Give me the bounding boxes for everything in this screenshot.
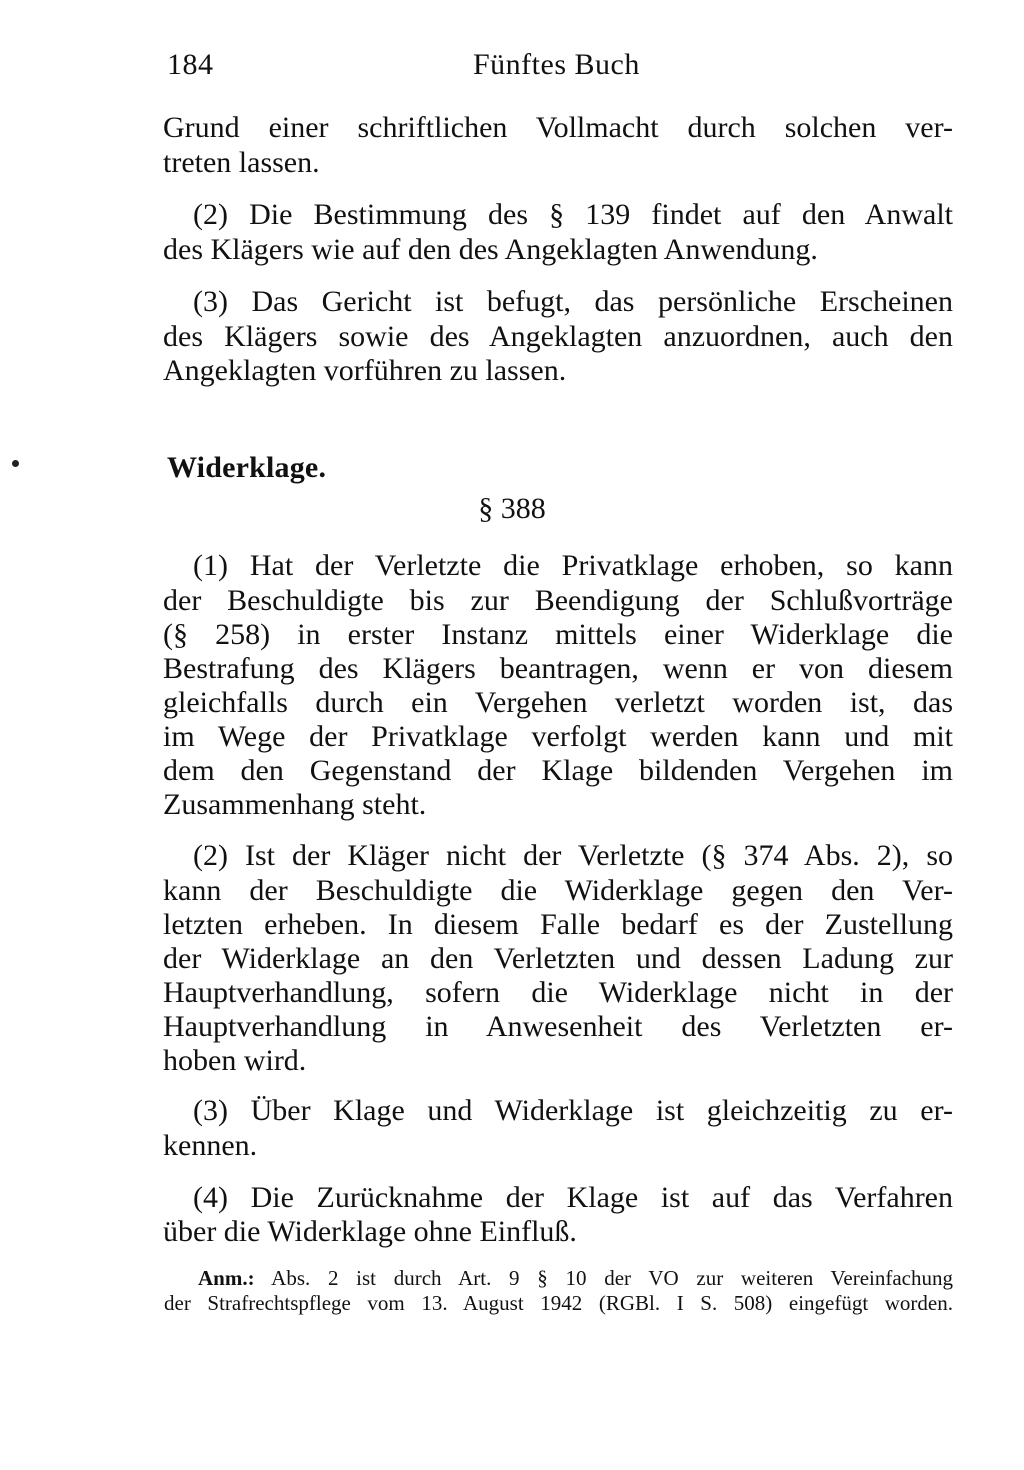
paragraph-line: letzten erheben. In diesem Falle bedarf es der Zustellung xyxy=(163,908,953,941)
paragraph-line: (3) Über Klage und Widerklage ist gleichzeitig zu er- xyxy=(193,1094,953,1127)
page-number: 184 xyxy=(167,48,214,81)
running-header-title: Fünftes Buch xyxy=(473,48,640,81)
paragraph-line: im Wege der Privatklage verfolgt werden kann und mit xyxy=(163,720,953,753)
paragraph-line: dem den Gegenstand der Klage bildenden Vergehen im xyxy=(163,754,953,787)
footnote-line xyxy=(198,1266,953,1290)
text-line: Grund einer schriftlichen Vollmacht durch solchen ver- xyxy=(163,111,953,144)
paragraph-line: (1) Hat der Verletzte die Privatklage erhoben, so kann xyxy=(193,549,953,582)
footnote-label: Anm.: xyxy=(198,1266,255,1290)
footnote-text: Abs. 2 ist durch Art. 9 § 10 der VO zur weiteren Vereinfachung xyxy=(271,1266,953,1290)
paragraph-line: (3) Das Gericht ist befugt, das persönliche Erscheinen xyxy=(193,285,953,318)
paragraph-line: der Beschuldigte bis zur Beendigung der Schlußvorträge xyxy=(163,584,953,617)
paragraph-line: Zusammenhang steht. xyxy=(163,788,427,821)
paragraph-line: kennen. xyxy=(163,1129,258,1162)
paragraph-line: kann der Beschuldigte die Widerklage gegen den Ver- xyxy=(163,874,953,907)
paragraph-line: über die Widerklage ohne Einfluß. xyxy=(163,1215,577,1248)
paragraph-line: (4) Die Zurücknahme der Klage ist auf das Verfahren xyxy=(193,1181,953,1214)
section-heading: Widerklage. xyxy=(167,451,327,484)
paragraph-line: gleichfalls durch ein Vergehen verletzt worden ist, das xyxy=(163,686,953,719)
paragraph-line: (2) Die Bestimmung des § 139 findet auf den Anwalt xyxy=(193,198,953,231)
paragraph-line: des Klägers sowie des Angeklagten anzuordnen, auch den xyxy=(163,320,953,353)
text-line: treten lassen. xyxy=(163,146,320,179)
section-number: § 388 xyxy=(478,492,546,525)
paragraph-line: (2) Ist der Kläger nicht der Verletzte (§ 374 Abs. 2), so xyxy=(193,839,953,872)
paragraph-line: des Klägers wie auf den des Angeklagten Anwendung. xyxy=(163,233,818,266)
paragraph-line: Hauptverhandlung, sofern die Widerklage nicht in der xyxy=(163,976,953,1009)
paragraph-line: (§ 258) in erster Instanz mittels einer Widerklage die xyxy=(163,618,953,651)
paragraph-line: der Widerklage an den Verletzten und dessen Ladung zur xyxy=(163,942,953,975)
ink-speck xyxy=(12,460,19,467)
paragraph-line: Angeklagten vorführen zu lassen. xyxy=(163,354,567,387)
paragraph-line: Hauptverhandlung in Anwesenheit des Verletzten er- xyxy=(163,1010,953,1043)
paragraph-line: hoben wird. xyxy=(163,1044,307,1077)
paragraph-line: Bestrafung des Klägers beantragen, wenn er von diesem xyxy=(163,652,953,685)
footnote-line: der Strafrechtspflege vom 13. August 1942 (RGBl. I S. 508) eingefügt worden. xyxy=(164,1291,953,1315)
